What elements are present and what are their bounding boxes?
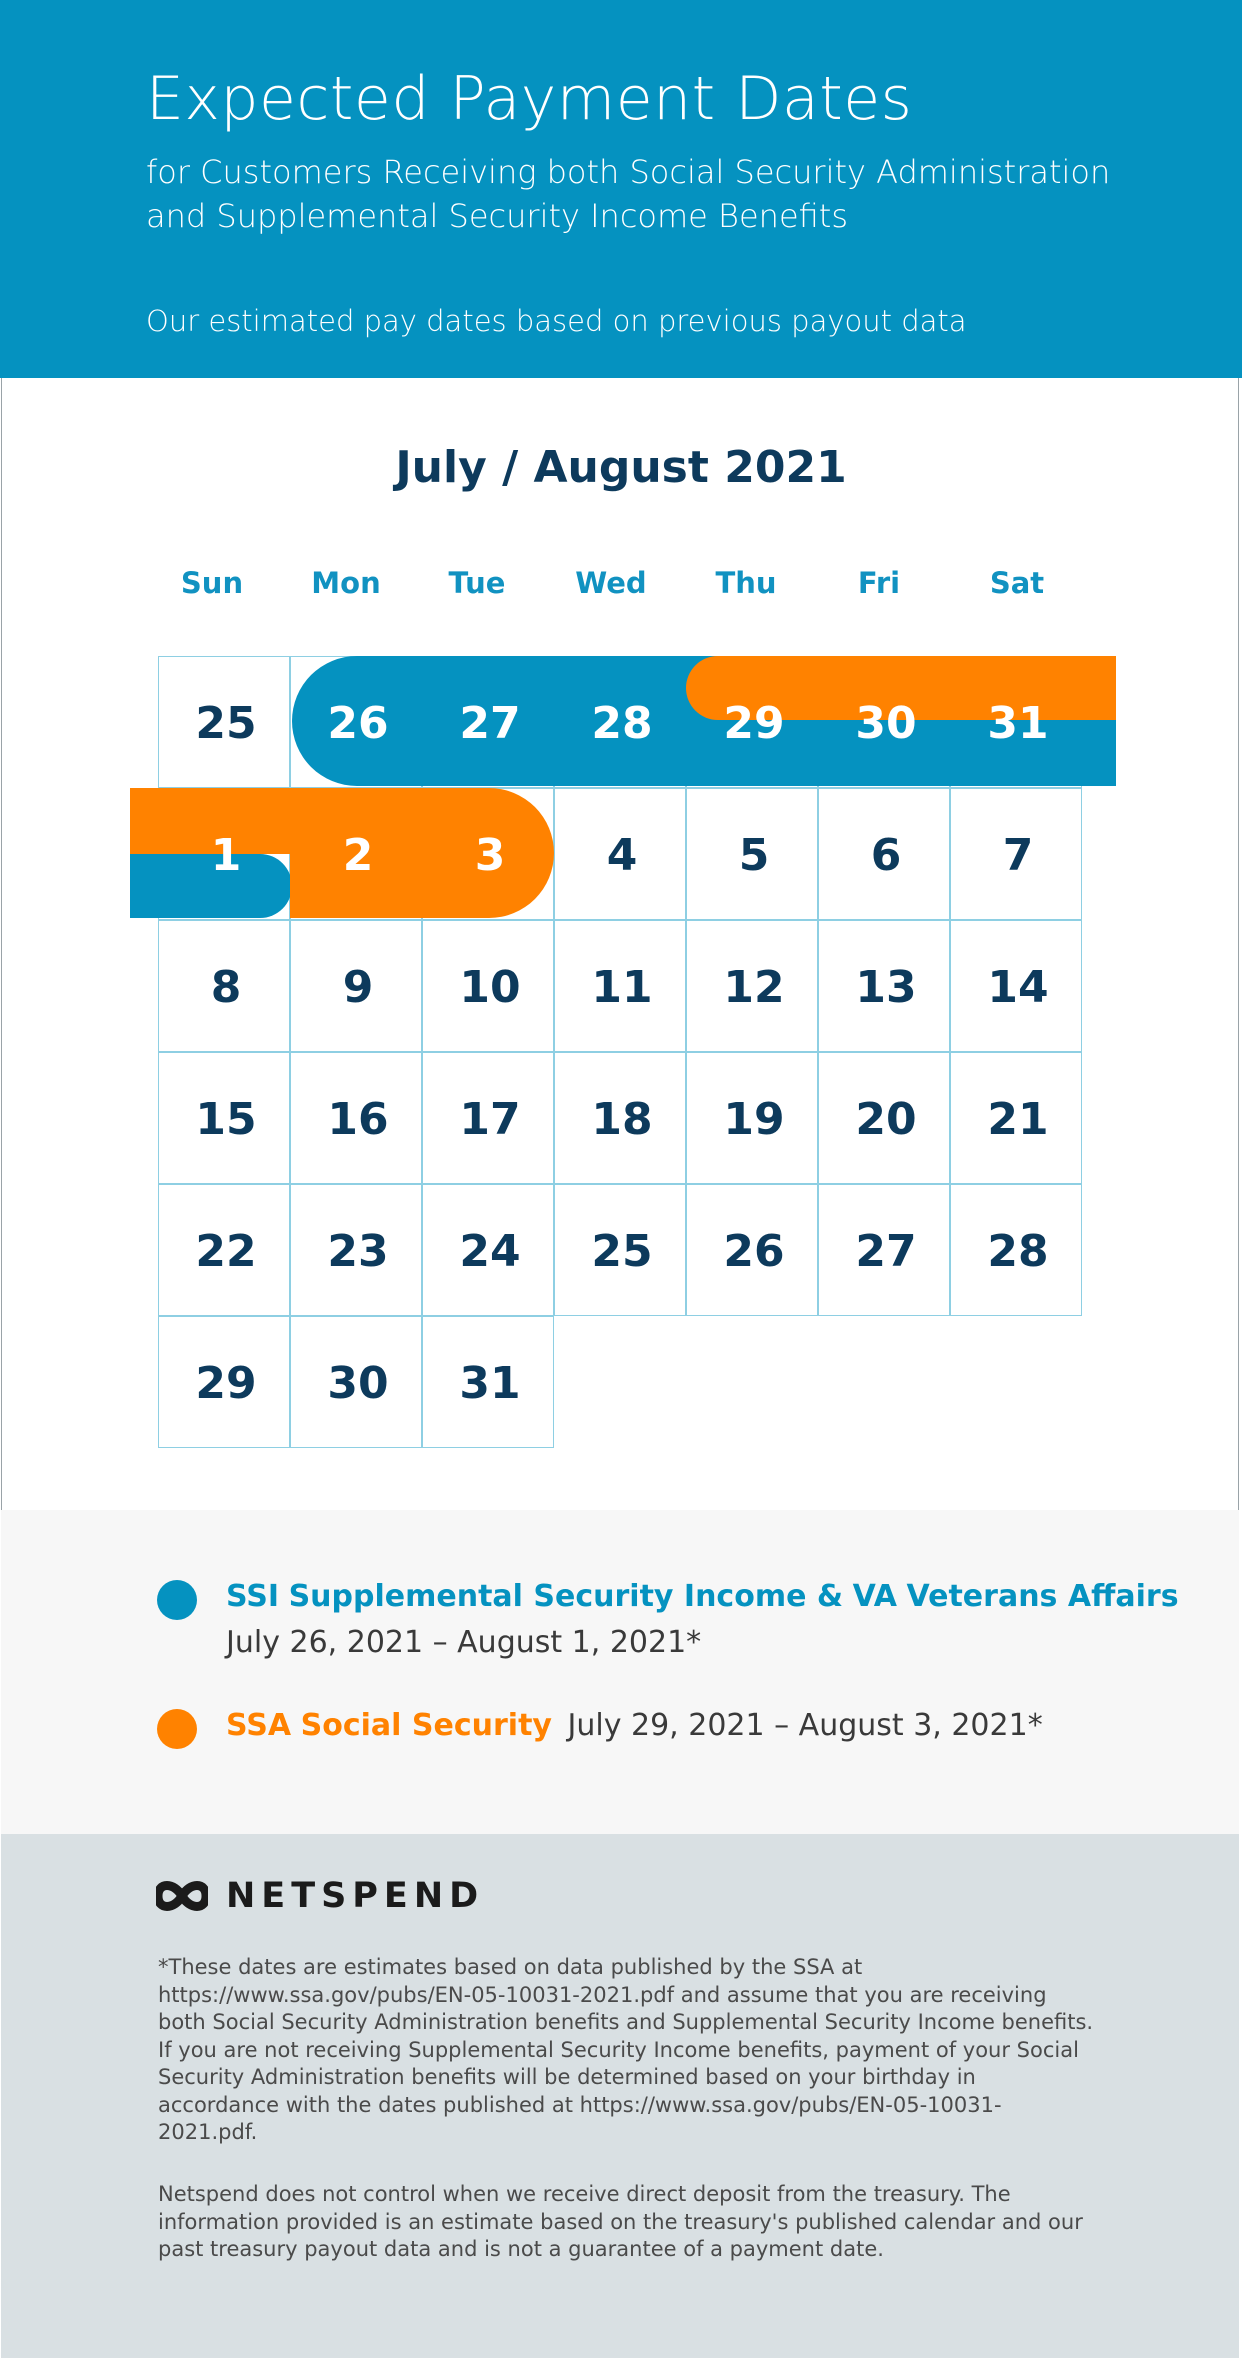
calendar-date: 4 [606,830,638,881]
calendar-date: 31 [987,698,1049,749]
calendar-date: 26 [723,1226,785,1277]
calendar-title: July / August 2021 [395,442,847,493]
calendar-date: 6 [870,830,902,881]
netspend-logo-icon [156,1876,208,1916]
ssi-legend-dates: July 26, 2021 – August 1, 2021* [226,1625,702,1660]
ssa-abbr: SSA [226,1708,292,1743]
calendar-date: 7 [1002,830,1034,881]
page-subtitle: for Customers Receiving both Social Security Administration and Supplemental Security Income Benefits [146,153,1111,235]
calendar-date: 29 [195,1358,257,1409]
calendar-date: 27 [459,698,521,749]
calendar-date: 24 [459,1226,521,1277]
weekday-sun: Sun [180,566,244,600]
calendar-date: 10 [459,962,521,1013]
calendar-date: 13 [855,962,917,1013]
calendar-date: 17 [459,1094,521,1145]
calendar-date: 23 [327,1226,389,1277]
weekday-thu: Thu [715,566,777,600]
calendar-date: 29 [723,698,785,749]
ssi-legend-dot [157,1580,197,1620]
ssa-legend-label [226,1708,1043,1743]
calendar-date: 21 [987,1094,1049,1145]
calendar-date: 19 [723,1094,785,1145]
calendar-date: 25 [195,698,257,749]
ssi-name: Supplemental Security Income & [288,1579,844,1614]
ssi-abbr: SSI [226,1579,280,1614]
calendar-date: 2 [342,830,374,881]
calendar-date: 3 [474,830,506,881]
ssa-legend-dates: July 29, 2021 – August 3, 2021* [567,1708,1043,1743]
calendar-date: 30 [327,1358,389,1409]
calendar-date: 5 [738,830,770,881]
calendar-date: 9 [342,962,374,1013]
calendar-date: 31 [459,1358,521,1409]
calendar-date: 8 [210,962,242,1013]
page-tagline: Our estimated pay dates based on previous payout data [146,304,967,338]
calendar-date: 14 [987,962,1049,1013]
calendar-date: 30 [855,698,917,749]
calendar-date: 27 [855,1226,917,1277]
calendar-date: 25 [591,1226,653,1277]
weekday-fri: Fri [857,566,901,600]
weekday-mon: Mon [311,566,381,600]
calendar-date: 1 [210,830,242,881]
va-name: Veterans Affairs [906,1579,1179,1614]
calendar-date: 16 [327,1094,389,1145]
calendar-date: 15 [195,1094,257,1145]
ssi-legend-label [226,1579,1179,1614]
calendar-date: 26 [327,698,389,749]
calendar-date: 20 [855,1094,917,1145]
ssa-legend-dot [157,1709,197,1749]
calendar-date: 12 [723,962,785,1013]
weekday-tue: Tue [448,566,506,600]
calendar-date: 18 [591,1094,653,1145]
ssa-name: Social Security [300,1708,552,1743]
calendar-date: 28 [591,698,653,749]
va-abbr: VA [852,1579,897,1614]
calendar-date: 22 [195,1226,257,1277]
weekday-wed: Wed [575,566,647,600]
calendar-date: 11 [591,962,653,1013]
disclaimer-estimates: *These dates are estimates based on data published by the SSA at https://www.ssa.gov/pubs/EN-05-10031-2021.pdf and assume that you are receiving both Social Security Administration benefits and Supplemental Security Income benefits. If you are not receiving Supplemental Security Income benefits, payment of your Social Security Administration benefits will be determined based on your birthday in accordance with the dates published at https://www.ssa.gov/pubs/EN-05-10031-2021.pdf. [158,1955,1094,2144]
weekday-sat: Sat [989,566,1045,600]
page-title: Expected Payment Dates [146,64,913,134]
legend-panel [1,1510,1239,1834]
calendar-date: 28 [987,1226,1049,1277]
disclaimer-treasury: Netspend does not control when we receive direct deposit from the treasury. The information provided is an estimate based on the treasury's published calendar and our past treasury payout data and is not a guarantee of a payment date. [158,2182,1083,2261]
netspend-wordmark: NETSPEND [226,1876,485,1916]
header-banner [0,0,1242,378]
